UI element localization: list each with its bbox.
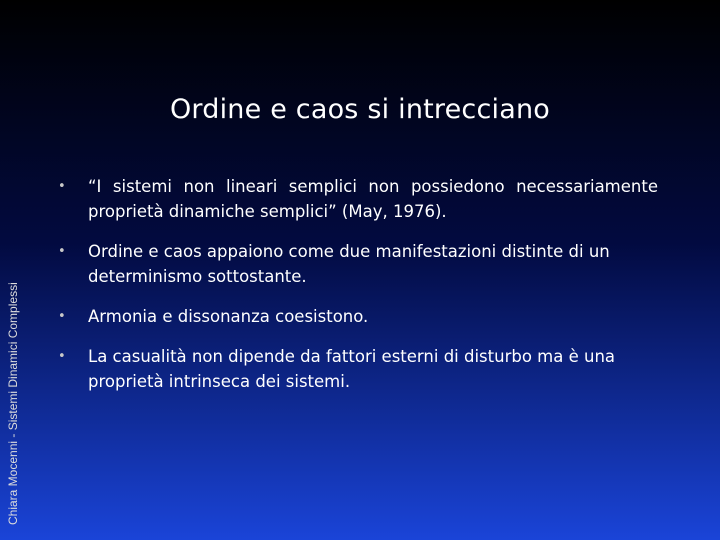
bullet-item: [58, 304, 658, 329]
bullet-icon: •: [58, 179, 66, 194]
slide-title: Ordine e caos si intrecciano: [169, 94, 550, 126]
bullet-icon: •: [58, 349, 66, 364]
bullet-icon: •: [58, 309, 66, 324]
bullet-text: Ordine e caos appaiono come due manifestazioni distinte di un determinismo sottostante.: [88, 242, 610, 286]
bullet-item: [58, 344, 658, 394]
bullet-item: [58, 239, 658, 289]
bullet-text: “I sistemi non lineari semplici non possiedono necessariamente proprietà dinamiche semplici” (May, 1976).: [88, 177, 658, 221]
bullet-item: [58, 174, 658, 224]
bullet-list: [58, 174, 658, 409]
bullet-text: Armonia e dissonanza coesistono.: [88, 307, 369, 326]
side-caption: Chiara Mocenni - Sistemi Dinamici Complessi: [6, 282, 20, 525]
bullet-text: La casualità non dipende da fattori esterni di disturbo ma è una proprietà intrinseca dei sistemi.: [88, 347, 616, 391]
bullet-icon: •: [58, 244, 66, 259]
